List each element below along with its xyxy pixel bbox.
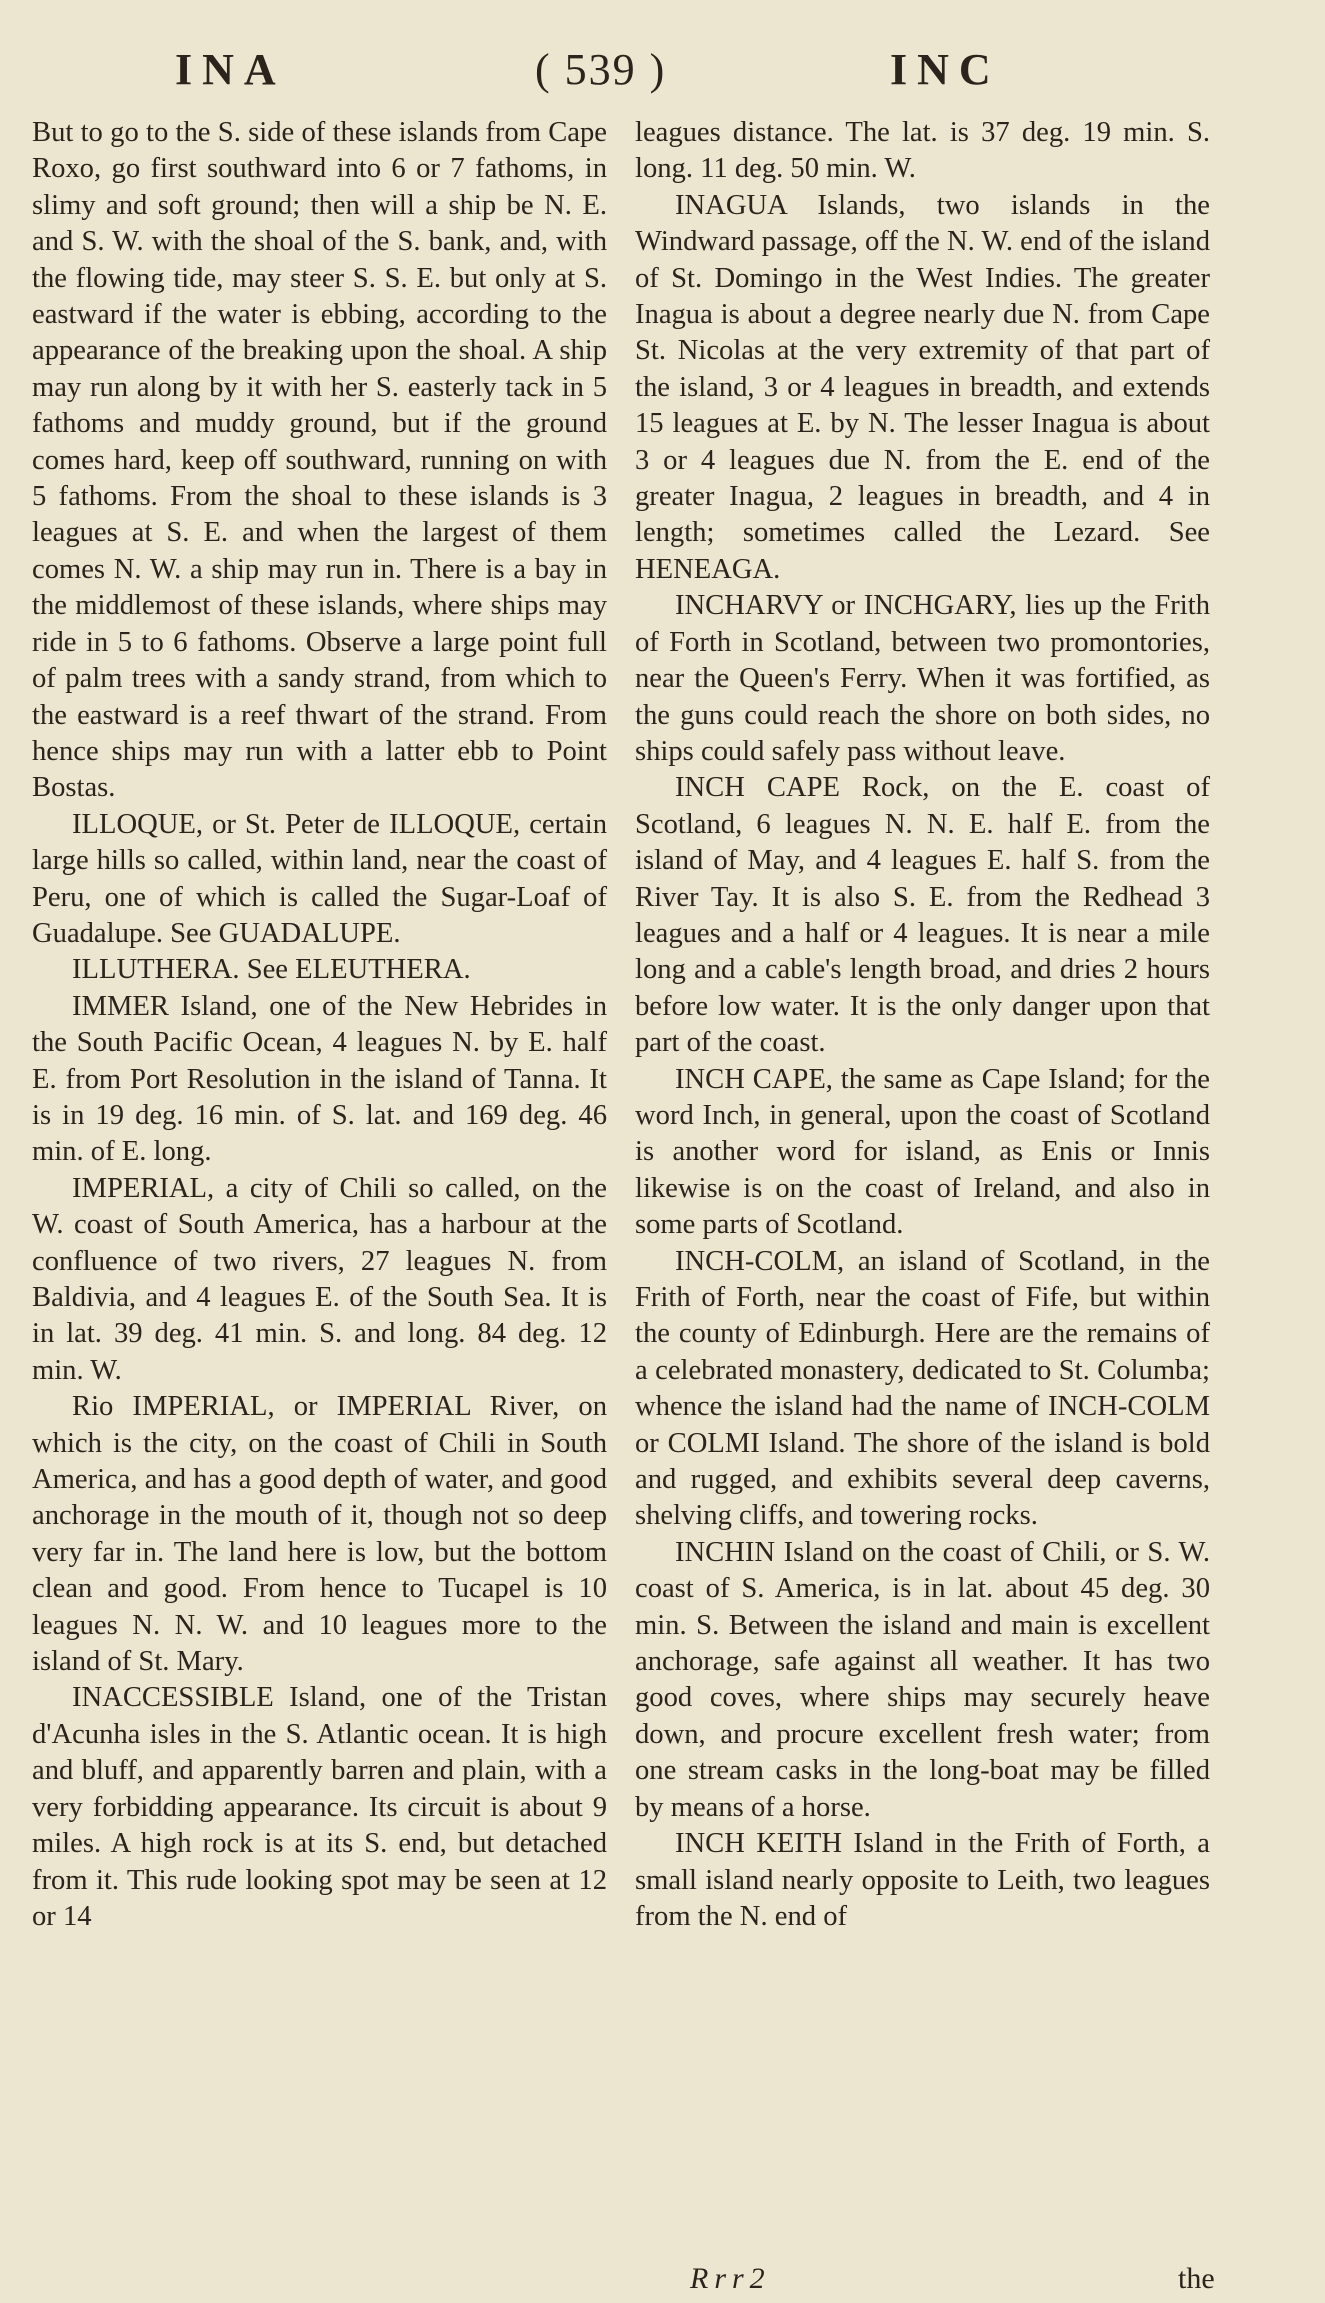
signature-mark: Rrr2	[690, 2262, 771, 2295]
header-right-guide-word: INC	[890, 45, 1001, 94]
entry-inch-keith: INCH KEITH Island in the Frith of Forth, a small island nearly opposite to Leith, two leagues from the N. end of	[635, 1828, 1210, 1932]
entry-illuthera: ILLUTHERA. See ELEUTHERA.	[72, 954, 471, 986]
entry-inch-cape: INCH CAPE, the same as Cape Island; for the word Inch, in general, upon the coast of Scotland is another word for island, as Enis or Innis likewise is on the coast of Ireland, and also in some parts of Scotland.	[635, 1063, 1210, 1241]
entry-inchin: INCHIN Island on the coast of Chili, or S. W. coast of S. America, is in lat. about 45 deg. 30 min. S. Between the island and main is excellent anchorage, safe against all weather. It has two good coves, where ships may securely heave down, and procure excellent fresh water; from one stream casks in the long-boat may be filled by means of a horse.	[635, 1536, 1210, 1823]
header-left-guide-word: INA	[175, 45, 286, 94]
page-footer	[0, 2262, 1325, 2302]
entry-continuation: leagues distance. The lat. is 37 deg. 19 min. S. long. 11 deg. 50 min. W.	[635, 117, 1210, 185]
right-column	[635, 115, 1210, 1935]
entry-paragraph: But to go to the S. side of these islands from Cape Roxo, go first southward into 6 or 7 fathoms, in slimy and soft ground; then will a ship be N. E. and S. W. with the shoal of the S. bank, and, with the flowing tide, may steer S. S. E. but only at S. eastward if the water is ebbing, according to the appearance of the breaking upon the shoal. A ship may run along by it with her S. easterly tack in 5 fathoms and muddy ground, but if the ground comes hard, keep off southward, running on with 5 fathoms. From the shoal to these islands is 3 leagues at S. E. and when the largest of them comes N. W. a ship may run in. There is a bay in the middlemost of these islands, where ships may ride in 5 to 6 fathoms. Observe a large point full of palm trees with a sandy strand, from which to the eastward is a reef thwart of the strand. From hence ships may run with a latter ebb to Point Bostas.	[32, 117, 607, 804]
entry-inagua: INAGUA Islands, two islands in the Windward passage, off the N. W. end of the island of St. Domingo in the West Indies. The greater Inagua is about a degree nearly due N. from Cape St. Nicolas at the very extremity of that part of the island, 3 or 4 leagues in breadth, and extends 15 leagues at E. by N. The lesser Inagua is about 3 or 4 leagues due N. from the E. end of the greater Inagua, 2 leagues in breadth, and 4 in length; sometimes called the Lezard. See HENEAGA.	[635, 189, 1210, 585]
entry-immer: IMMER Island, one of the New Hebrides in the South Pacific Ocean, 4 leagues N. by E. half E. from Port Resolution in the island of Tanna. It is in 19 deg. 16 min. of S. lat. and 169 deg. 46 min. of E. long.	[32, 990, 607, 1168]
running-header	[0, 44, 1325, 104]
entry-rio-imperial: Rio IMPERIAL, or IMPERIAL River, on which is the city, on the coast of Chili in South America, and has a good depth of water, and good anchorage in the mouth of it, though not so deep very far in. The land here is low, but the bottom clean and good. From hence to Tucapel is 10 leagues N. N. W. and 10 leagues more to the island of St. Mary.	[32, 1391, 607, 1678]
entry-imperial: IMPERIAL, a city of Chili so called, on the W. coast of South America, has a harbour at the confluence of two rivers, 27 leagues N. from Baldivia, and 4 leagues E. of the South Sea. It is in lat. 39 deg. 41 min. S. and long. 84 deg. 12 min. W.	[32, 1172, 607, 1386]
entry-incharvy: INCHARVY or INCHGARY, lies up the Frith of Forth in Scotland, between two promontories, near the Queen's Ferry. When it was fortified, as the guns could reach the shore on both sides, no ships could safely pass without leave.	[635, 590, 1210, 767]
entry-inch-cape-rock: INCH CAPE Rock, on the E. coast of Scotland, 6 leagues N. N. E. half E. from the island of May, and 4 leagues E. half S. from the River Tay. It is also S. E. from the Redhead 3 leagues and a half or 4 leagues. It is near a mile long and a cable's length broad, and dries 2 hours before low water. It is the only danger upon that part of the coast.	[635, 772, 1210, 1059]
page-number: ( 539 )	[535, 45, 667, 94]
catchword: the	[1178, 2262, 1215, 2295]
left-column	[32, 115, 607, 1935]
entry-illoque: ILLOQUE, or St. Peter de ILLOQUE, certain large hills so called, within land, near the coast of Peru, one of which is called the Sugar-Loaf of Guadalupe. See GUADALUPE.	[32, 808, 607, 949]
entry-inaccessible: INACCESSIBLE Island, one of the Tristan d'Acunha isles in the S. Atlantic ocean. It is high and bluff, and apparently barren and plain, with a very forbidding appearance. Its circuit is about 9 miles. A high rock is at its S. end, but detached from it. This rude looking spot may be seen at 12 or 14	[32, 1682, 607, 1932]
entry-inch-colm: INCH-COLM, an island of Scotland, in the Frith of Forth, near the coast of Fife, but within the county of Edinburgh. Here are the remains of a celebrated monastery, dedicated to St. Columba; whence the island had the name of INCH-COLM or COLMI Island. The shore of the island is bold and rugged, and exhibits several deep caverns, shelving cliffs, and towering rocks.	[635, 1245, 1210, 1532]
